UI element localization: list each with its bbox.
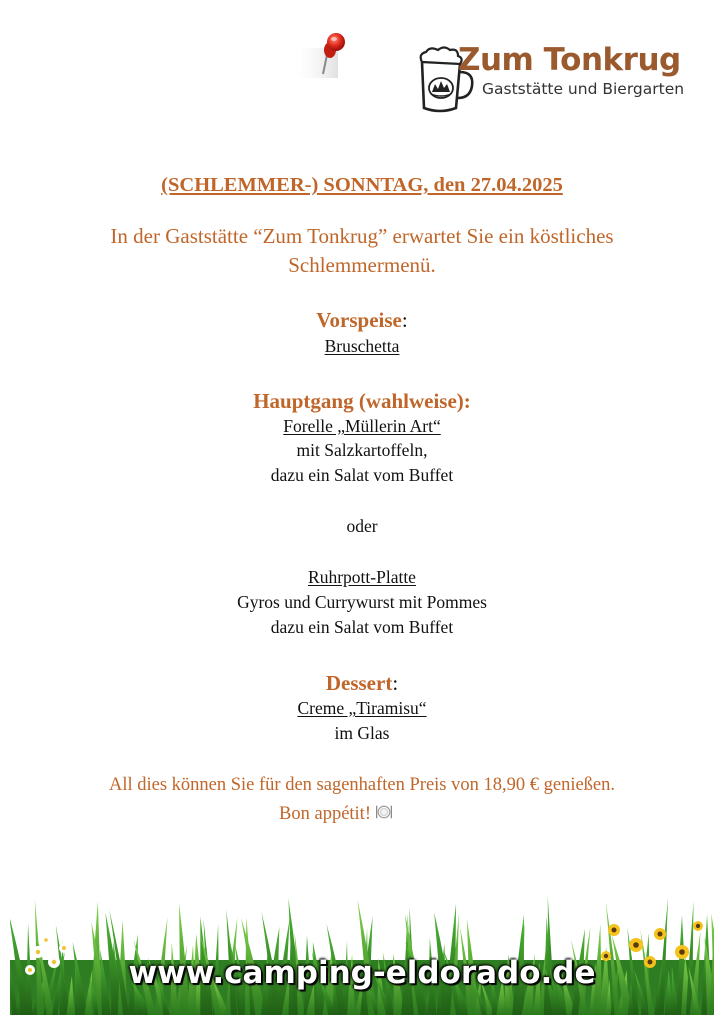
starter-colon: : <box>401 308 408 332</box>
main-option-1-line-3: dazu ein Salat vom Buffet <box>270 465 454 485</box>
starter-dish: Bruschetta <box>324 336 400 356</box>
main-option-1-dish: Forelle „Müllerin Art“ <box>283 416 441 436</box>
main-option-2-line-3: dazu ein Salat vom Buffet <box>270 617 454 637</box>
farewell-text: Bon appétit! <box>279 804 371 824</box>
main-option-2-dish: Ruhrpott-Platte <box>308 567 416 587</box>
plate-cutlery-icon <box>375 803 393 821</box>
grass-banner <box>10 890 714 1015</box>
main-option-2-line-2: Gyros und Currywurst mit Pommes <box>237 592 487 612</box>
dessert-dish: Creme „Tiramisu“ <box>297 698 427 718</box>
logo <box>414 40 694 115</box>
starter-heading <box>0 310 724 331</box>
farewell-line <box>0 803 698 824</box>
website-url[interactable]: www.camping-eldorado.de <box>128 955 596 991</box>
dessert-label: Dessert <box>325 671 393 695</box>
starter-label: Vorspeise <box>316 308 402 332</box>
page-heading: (SCHLEMMER-) SONNTAG, den 27.04.2025 <box>161 174 563 196</box>
intro-line-1: In der Gaststätte “Zum Tonkrug” erwartet Sie ein köstliches <box>110 224 614 248</box>
main-option-1-line-2: mit Salzkartoffeln, <box>296 440 428 460</box>
logo-subtitle: Gaststätte und Biergarten <box>482 80 685 98</box>
dessert-line-2: im Glas <box>334 723 390 743</box>
main-course-separator: oder <box>346 516 378 536</box>
dessert-colon: : <box>392 671 399 695</box>
main-course-heading: Hauptgang (wahlweise): <box>253 389 471 413</box>
dessert-heading <box>0 673 724 694</box>
pushpin-icon <box>290 30 360 85</box>
intro-line-2: Schlemmermenü. <box>288 253 436 277</box>
price-line: All dies können Sie für den sagenhaften Preis von 18,90 € genießen. <box>108 775 616 795</box>
logo-title: Zum Tonkrug <box>458 42 681 78</box>
